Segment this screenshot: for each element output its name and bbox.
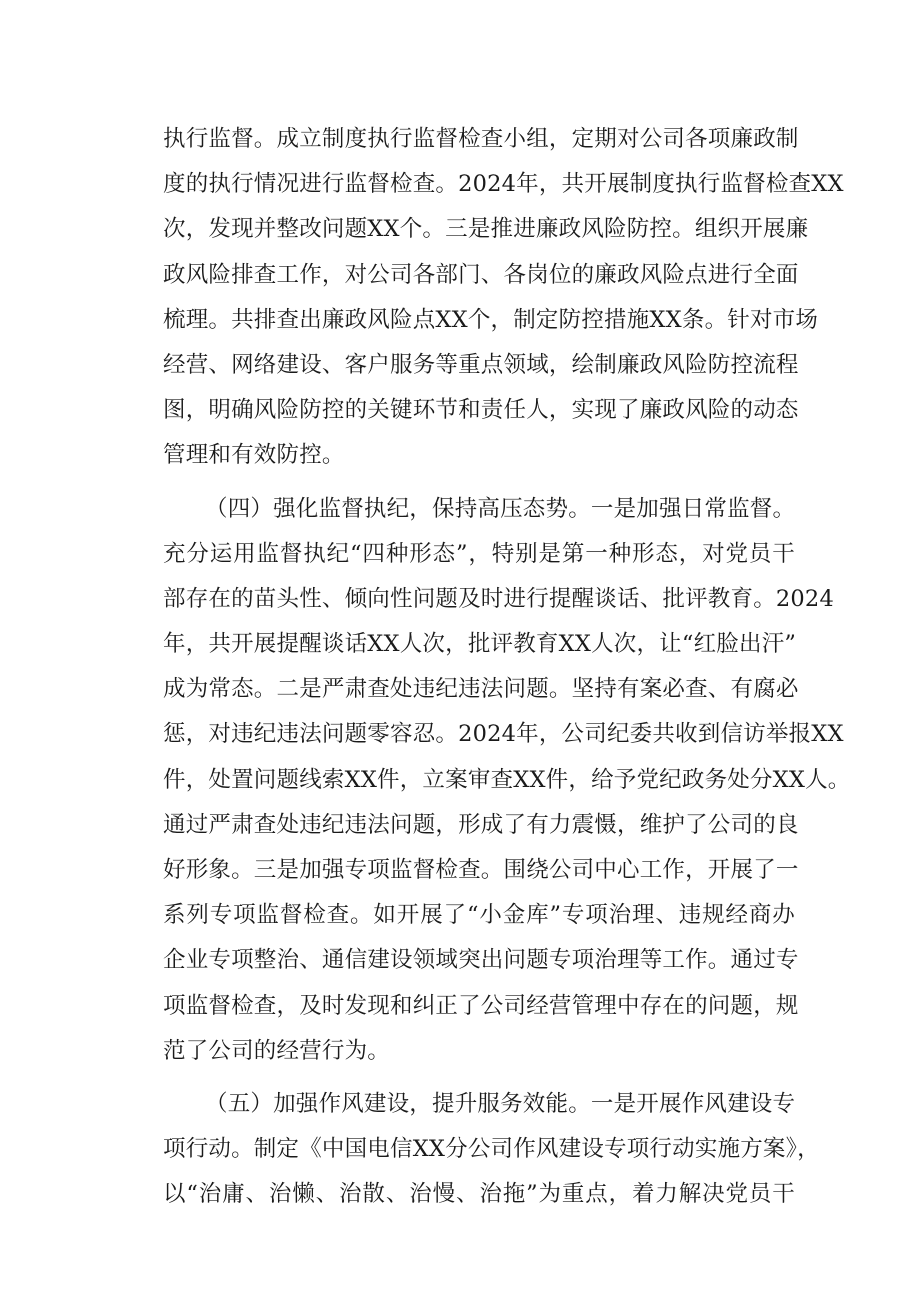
text-line: 件，处置问题线索XX件，立案审查XX件，给予党纪政务处分XX人。 [163, 766, 851, 793]
text-line: 充分运用监督执纪“四种形态”，特别是第一种形态，对党员干 [163, 540, 795, 567]
text-line: 管理和有效防控。 [163, 442, 345, 469]
text-line: 项行动。制定《中国电信XX分公司作风建设专项行动实施方案》， [163, 1136, 820, 1163]
text-line: 通过严肃查处违纪违法问题，形成了有力震慑，维护了公司的良 [163, 811, 799, 838]
text-line: 系列专项监督检查。如开展了“小金库”专项治理、违规经商办 [163, 902, 795, 929]
text-line: 政风险排查工作，对公司各部门、各岗位的廉政风险点进行全面 [163, 261, 799, 288]
paragraph-2 [163, 487, 851, 1074]
text-line: 年，共开展提醒谈话XX人次，批评教育XX人次，让“红脸出汗” [163, 631, 797, 658]
text-line: （五）加强作风建设，提升服务效能。一是开展作风建设专 [205, 1090, 796, 1117]
text-line: 执行监督。成立制度执行监督检查小组，定期对公司各项廉政制 [163, 126, 799, 152]
paragraph-1 [163, 117, 844, 479]
document-page [163, 117, 851, 1218]
text-line: 范了公司的经营行为。 [163, 1037, 391, 1064]
text-line: 梳理。共排查出廉政风险点XX个，制定防控措施XX条。针对市场 [163, 306, 819, 333]
text-line: 次，发现并整改问题XX个。三是推进廉政风险防控。组织开展廉 [163, 216, 809, 243]
text-line: 成为常态。二是严肃查处违纪违法问题。坚持有案必查、有腐必 [163, 676, 799, 703]
paragraph-3 [163, 1082, 820, 1218]
text-line: 部存在的苗头性、倾向性问题及时进行提醒谈话、批评教育。2024 [163, 585, 834, 612]
text-line: 项监督检查，及时发现和纠正了公司经营管理中存在的问题，规 [163, 992, 799, 1019]
text-line: 好形象。三是加强专项监督检查。围绕公司中心工作，开展了一 [163, 857, 799, 883]
text-line: 惩，对违纪违法问题零容忍。2024年，公司纪委共收到信访举报XX [163, 721, 844, 748]
text-line: （四）强化监督执纪，保持高压态势。一是加强日常监督。 [205, 495, 796, 522]
text-line: 度的执行情况进行监督检查。2024年，共开展制度执行监督检查XX [163, 171, 844, 198]
text-line: 经营、网络建设、客户服务等重点领域，绘制廉政风险防控流程 [163, 351, 799, 378]
text-line: 图，明确风险防控的关键环节和责任人，实现了廉政风险的动态 [163, 397, 799, 424]
text-line: 企业专项整治、通信建设领域突出问题专项治理等工作。通过专 [163, 947, 799, 974]
text-line: 以“治庸、治懒、治散、治慢、治拖”为重点，着力解决党员干 [163, 1181, 795, 1208]
